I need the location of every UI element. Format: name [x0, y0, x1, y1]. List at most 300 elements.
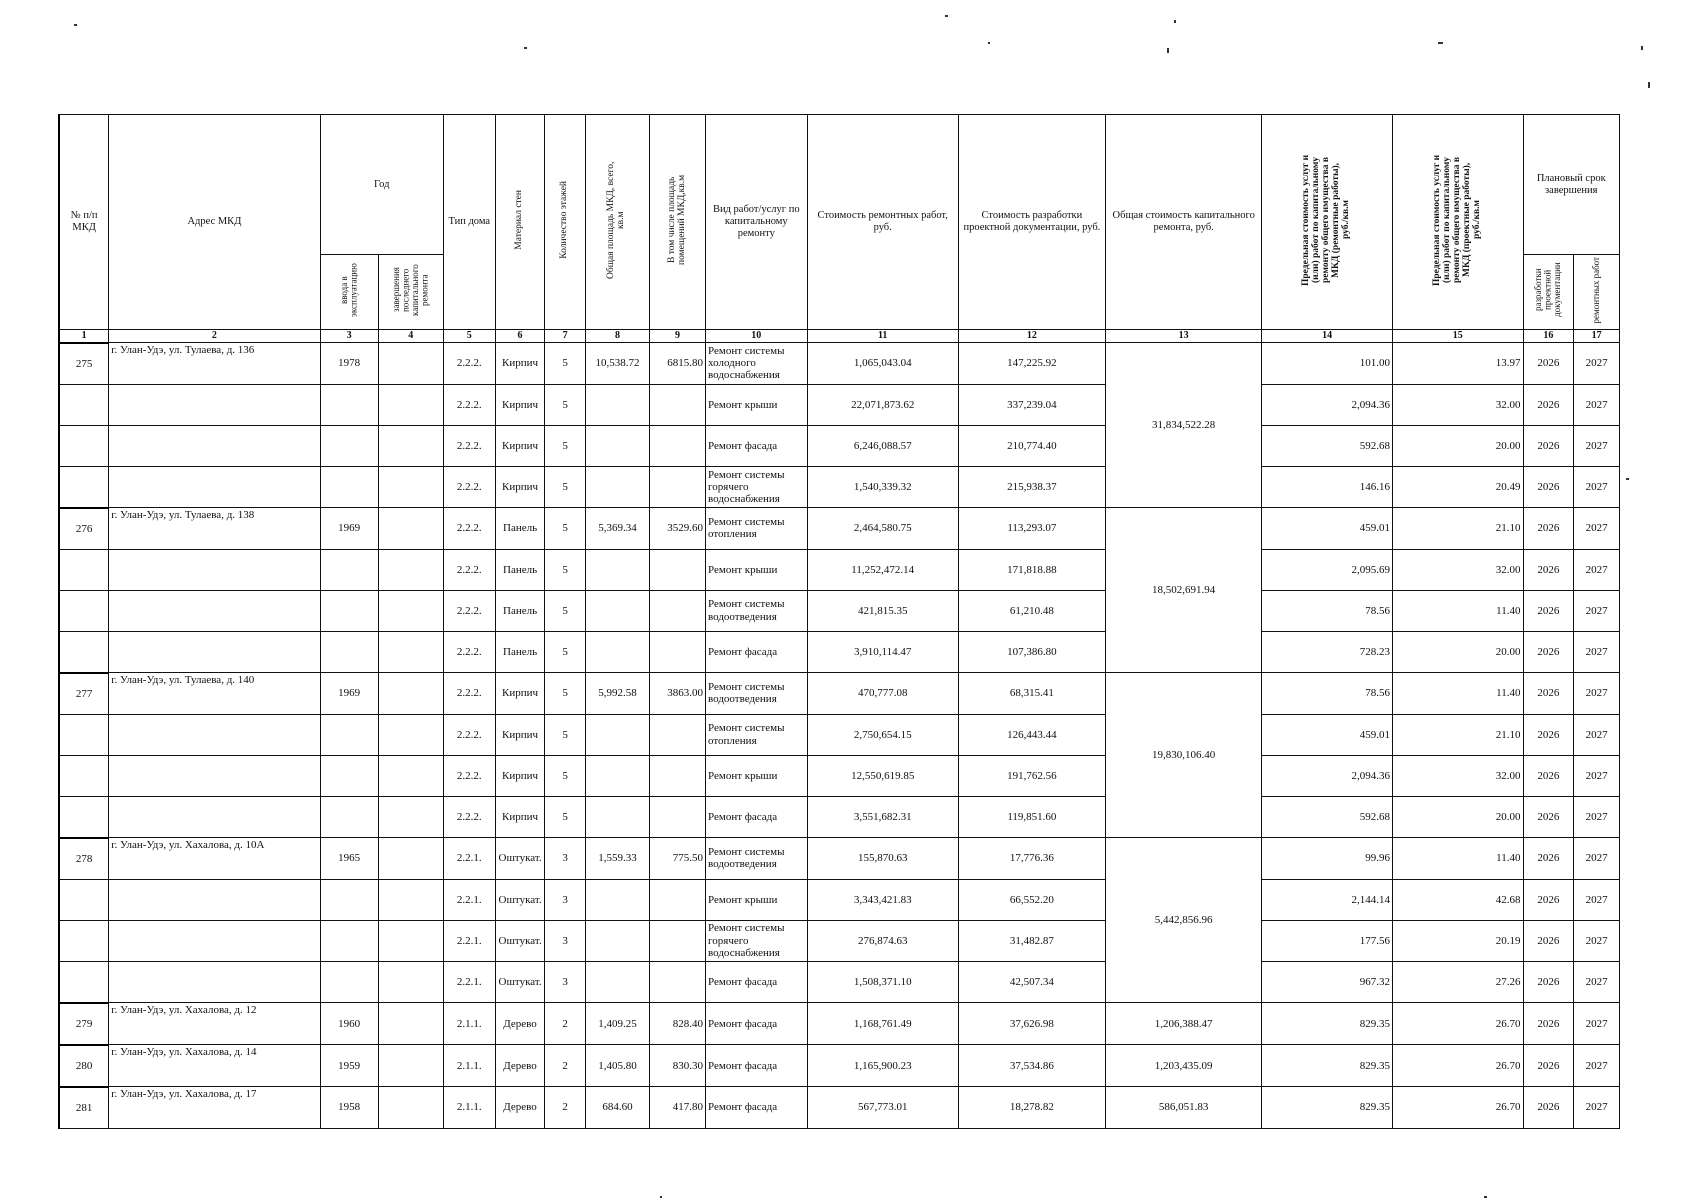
deadline-design: 2026 [1523, 466, 1574, 508]
total-area [585, 549, 649, 590]
column-number: 14 [1262, 329, 1393, 343]
deadline-design: 2026 [1523, 920, 1574, 961]
limit-repair: 829.35 [1262, 1045, 1393, 1087]
limit-repair: 2,144.14 [1262, 879, 1393, 920]
deadline-repair: 2027 [1574, 920, 1620, 961]
limit-design: 11.40 [1392, 838, 1523, 880]
repair-cost: 22,071,873.62 [807, 384, 958, 425]
deadline-repair: 2027 [1574, 1045, 1620, 1087]
limit-repair: 459.01 [1262, 508, 1393, 550]
design-cost: 107,386.80 [958, 631, 1105, 673]
deadline-repair: 2027 [1574, 631, 1620, 673]
deadline-design: 2026 [1523, 714, 1574, 755]
limit-design: 20.00 [1392, 425, 1523, 466]
total-area: 1,559.33 [585, 838, 649, 880]
deadline-design: 2026 [1523, 549, 1574, 590]
work-type: Ремонт системы водоотведения [706, 673, 808, 715]
deadline-repair: 2027 [1574, 549, 1620, 590]
header-wall-material: Материал стен [514, 190, 525, 250]
house-type: 2.2.2. [443, 714, 495, 755]
header-total-area: Общая площадь МКД, всего, кв.м [606, 161, 627, 279]
header-design-cost: Стоимость разработки проектной документации, руб. [958, 115, 1105, 330]
building-number: 279 [59, 1003, 109, 1045]
wall-material: Кирпич [495, 343, 545, 385]
building-number [59, 549, 109, 590]
total-cost: 19,830,106.40 [1105, 673, 1261, 838]
header-row-main [59, 115, 1620, 255]
repair-cost: 1,065,043.04 [807, 343, 958, 385]
work-type: Ремонт фасада [706, 631, 808, 673]
premises-area [650, 920, 706, 961]
premises-area: 775.50 [650, 838, 706, 880]
building-address: г. Улан-Удэ, ул. Хахалова, д. 12 [109, 1003, 320, 1045]
deadline-design: 2026 [1523, 590, 1574, 631]
house-type: 2.1.1. [443, 1003, 495, 1045]
total-area: 10,538.72 [585, 343, 649, 385]
premises-area [650, 549, 706, 590]
year-commission [320, 466, 378, 508]
scan-speck [74, 24, 77, 26]
floors-count: 3 [545, 961, 585, 1003]
table-row [59, 673, 1620, 715]
table-row [59, 590, 1620, 631]
year-commission [320, 920, 378, 961]
floors-count: 2 [545, 1045, 585, 1087]
design-cost: 171,818.88 [958, 549, 1105, 590]
deadline-design: 2026 [1523, 879, 1574, 920]
wall-material: Оштукат. [495, 838, 545, 880]
total-area: 1,405.80 [585, 1045, 649, 1087]
total-area [585, 590, 649, 631]
design-cost: 210,774.40 [958, 425, 1105, 466]
scan-speck [1648, 82, 1650, 88]
year-commission: 1958 [320, 1087, 378, 1129]
year-commission [320, 384, 378, 425]
work-type: Ремонт системы водоотведения [706, 838, 808, 880]
limit-repair: 2,094.36 [1262, 384, 1393, 425]
building-address [109, 714, 320, 755]
header-deadline: Плановый срок завершения [1523, 115, 1620, 255]
total-cost: 31,834,522.28 [1105, 343, 1261, 508]
deadline-design: 2026 [1523, 755, 1574, 796]
total-area [585, 796, 649, 838]
repair-cost: 1,165,900.23 [807, 1045, 958, 1087]
total-area [585, 879, 649, 920]
header-deadline-repair: ремонтных работ [1590, 256, 1601, 324]
wall-material: Кирпич [495, 755, 545, 796]
deadline-repair: 2027 [1574, 714, 1620, 755]
wall-material: Оштукат. [495, 961, 545, 1003]
header-limit-repair: Предельная стоимость услуг и (или) работ по капитальному ремонту общего имущества в МКД (ремонтные работы), руб./кв.м [1301, 154, 1352, 286]
limit-design: 20.49 [1392, 466, 1523, 508]
total-cost: 586,051.83 [1105, 1087, 1261, 1129]
table-row [59, 1003, 1620, 1045]
design-cost: 37,534.86 [958, 1045, 1105, 1087]
limit-repair: 2,095.69 [1262, 549, 1393, 590]
column-number-row [59, 329, 1620, 343]
premises-area [650, 879, 706, 920]
table-row [59, 508, 1620, 550]
work-type: Ремонт фасада [706, 961, 808, 1003]
deadline-design: 2026 [1523, 384, 1574, 425]
deadline-repair: 2027 [1574, 796, 1620, 838]
table-row [59, 1045, 1620, 1087]
deadline-design: 2026 [1523, 508, 1574, 550]
limit-design: 32.00 [1392, 384, 1523, 425]
limit-repair: 592.68 [1262, 796, 1393, 838]
building-number [59, 920, 109, 961]
header-floors: Количество этажей [559, 181, 570, 259]
limit-design: 11.40 [1392, 673, 1523, 715]
year-last-repair [378, 508, 443, 550]
work-type: Ремонт крыши [706, 549, 808, 590]
work-type: Ремонт системы водоотведения [706, 590, 808, 631]
scan-speck [1626, 478, 1629, 480]
limit-repair: 146.16 [1262, 466, 1393, 508]
limit-repair: 829.35 [1262, 1087, 1393, 1129]
total-cost: 1,206,388.47 [1105, 1003, 1261, 1045]
floors-count: 5 [545, 466, 585, 508]
design-cost: 61,210.48 [958, 590, 1105, 631]
design-cost: 119,851.60 [958, 796, 1105, 838]
deadline-design: 2026 [1523, 961, 1574, 1003]
total-area: 684.60 [585, 1087, 649, 1129]
floors-count: 3 [545, 838, 585, 880]
work-type: Ремонт системы отопления [706, 508, 808, 550]
column-number: 11 [807, 329, 958, 343]
design-cost: 18,278.82 [958, 1087, 1105, 1129]
table-row [59, 920, 1620, 961]
building-address [109, 549, 320, 590]
premises-area: 417.80 [650, 1087, 706, 1129]
column-number: 8 [585, 329, 649, 343]
floors-count: 5 [545, 755, 585, 796]
repair-cost: 3,551,682.31 [807, 796, 958, 838]
column-number: 5 [443, 329, 495, 343]
building-address [109, 466, 320, 508]
work-type: Ремонт фасада [706, 1045, 808, 1087]
limit-design: 20.00 [1392, 796, 1523, 838]
repair-cost: 155,870.63 [807, 838, 958, 880]
year-commission [320, 714, 378, 755]
floors-count: 5 [545, 590, 585, 631]
building-address: г. Улан-Удэ, ул. Хахалова, д. 10А [109, 838, 320, 880]
work-type: Ремонт крыши [706, 879, 808, 920]
year-last-repair [378, 590, 443, 631]
house-type: 2.2.2. [443, 796, 495, 838]
column-number: 13 [1105, 329, 1261, 343]
year-last-repair [378, 879, 443, 920]
header-house-type: Тип дома [443, 115, 495, 330]
year-last-repair [378, 1003, 443, 1045]
year-last-repair [378, 838, 443, 880]
building-number [59, 714, 109, 755]
year-last-repair [378, 466, 443, 508]
table-row [59, 549, 1620, 590]
year-last-repair [378, 425, 443, 466]
floors-count: 2 [545, 1087, 585, 1129]
deadline-repair: 2027 [1574, 466, 1620, 508]
house-type: 2.1.1. [443, 1045, 495, 1087]
house-type: 2.2.2. [443, 673, 495, 715]
header-premises-area: В том числе площадь помещений МКД,кв.м [666, 174, 687, 266]
repair-cost: 3,343,421.83 [807, 879, 958, 920]
premises-area: 828.40 [650, 1003, 706, 1045]
header-year-commission: ввода в эксплуатацию [338, 263, 359, 317]
house-type: 2.2.2. [443, 755, 495, 796]
year-last-repair [378, 714, 443, 755]
year-last-repair [378, 1045, 443, 1087]
repair-cost: 1,168,761.49 [807, 1003, 958, 1045]
premises-area: 3863.00 [650, 673, 706, 715]
house-type: 2.2.2. [443, 590, 495, 631]
total-area [585, 384, 649, 425]
header-num: № п/п МКД [59, 115, 109, 330]
repair-cost: 2,750,654.15 [807, 714, 958, 755]
floors-count: 3 [545, 920, 585, 961]
scan-speck [660, 1196, 662, 1198]
total-area [585, 755, 649, 796]
building-number [59, 879, 109, 920]
house-type: 2.2.1. [443, 961, 495, 1003]
column-number: 16 [1523, 329, 1574, 343]
year-commission [320, 549, 378, 590]
house-type: 2.2.2. [443, 425, 495, 466]
wall-material: Кирпич [495, 425, 545, 466]
column-number: 17 [1574, 329, 1620, 343]
design-cost: 37,626.98 [958, 1003, 1105, 1045]
year-commission: 1959 [320, 1045, 378, 1087]
wall-material: Кирпич [495, 714, 545, 755]
scan-speck [1167, 48, 1169, 53]
deadline-repair: 2027 [1574, 879, 1620, 920]
year-commission: 1965 [320, 838, 378, 880]
deadline-design: 2026 [1523, 796, 1574, 838]
deadline-repair: 2027 [1574, 343, 1620, 385]
premises-area [650, 796, 706, 838]
design-cost: 337,239.04 [958, 384, 1105, 425]
year-last-repair [378, 673, 443, 715]
column-number: 9 [650, 329, 706, 343]
wall-material: Дерево [495, 1087, 545, 1129]
limit-design: 26.70 [1392, 1003, 1523, 1045]
repair-cost: 6,246,088.57 [807, 425, 958, 466]
total-cost: 5,442,856.96 [1105, 838, 1261, 1003]
building-number [59, 466, 109, 508]
work-type: Ремонт системы холодного водоснабжения [706, 343, 808, 385]
wall-material: Панель [495, 631, 545, 673]
year-commission [320, 755, 378, 796]
building-address [109, 631, 320, 673]
total-area [585, 714, 649, 755]
floors-count: 5 [545, 673, 585, 715]
limit-design: 26.70 [1392, 1087, 1523, 1129]
limit-repair: 459.01 [1262, 714, 1393, 755]
building-address [109, 384, 320, 425]
floors-count: 2 [545, 1003, 585, 1045]
design-cost: 113,293.07 [958, 508, 1105, 550]
table-row [59, 796, 1620, 838]
building-address [109, 796, 320, 838]
scan-speck [1641, 46, 1643, 50]
year-commission [320, 425, 378, 466]
building-address [109, 879, 320, 920]
deadline-design: 2026 [1523, 425, 1574, 466]
building-number: 277 [59, 673, 109, 715]
total-area [585, 631, 649, 673]
building-number [59, 590, 109, 631]
building-address: г. Улан-Удэ, ул. Тулаева, д. 140 [109, 673, 320, 715]
table-row [59, 343, 1620, 385]
table-body [59, 343, 1620, 1129]
year-commission: 1969 [320, 673, 378, 715]
floors-count: 5 [545, 508, 585, 550]
table-row [59, 425, 1620, 466]
floors-count: 5 [545, 549, 585, 590]
repair-cost: 12,550,619.85 [807, 755, 958, 796]
work-type: Ремонт крыши [706, 755, 808, 796]
year-last-repair [378, 796, 443, 838]
building-number: 275 [59, 343, 109, 385]
deadline-repair: 2027 [1574, 508, 1620, 550]
year-commission [320, 590, 378, 631]
table-row [59, 466, 1620, 508]
deadline-repair: 2027 [1574, 838, 1620, 880]
premises-area [650, 631, 706, 673]
year-last-repair [378, 961, 443, 1003]
deadline-design: 2026 [1523, 1045, 1574, 1087]
repair-cost: 470,777.08 [807, 673, 958, 715]
premises-area: 6815.80 [650, 343, 706, 385]
year-last-repair [378, 631, 443, 673]
work-type: Ремонт фасада [706, 796, 808, 838]
header-deadline-design: разработки проектной документации [1533, 262, 1563, 318]
building-number: 280 [59, 1045, 109, 1087]
column-number: 7 [545, 329, 585, 343]
building-address [109, 961, 320, 1003]
limit-repair: 99.96 [1262, 838, 1393, 880]
wall-material: Дерево [495, 1045, 545, 1087]
scan-speck [1484, 1196, 1487, 1198]
limit-design: 32.00 [1392, 755, 1523, 796]
year-commission [320, 631, 378, 673]
premises-area [650, 714, 706, 755]
wall-material: Кирпич [495, 796, 545, 838]
repair-cost: 276,874.63 [807, 920, 958, 961]
deadline-repair: 2027 [1574, 425, 1620, 466]
table-row [59, 961, 1620, 1003]
building-address [109, 755, 320, 796]
deadline-design: 2026 [1523, 1003, 1574, 1045]
deadline-design: 2026 [1523, 1087, 1574, 1129]
wall-material: Панель [495, 549, 545, 590]
building-address: г. Улан-Удэ, ул. Хахалова, д. 17 [109, 1087, 320, 1129]
column-number: 3 [320, 329, 378, 343]
deadline-repair: 2027 [1574, 384, 1620, 425]
wall-material: Панель [495, 508, 545, 550]
house-type: 2.2.2. [443, 466, 495, 508]
premises-area [650, 755, 706, 796]
deadline-design: 2026 [1523, 631, 1574, 673]
table-row [59, 879, 1620, 920]
header-limit-design: Предельная стоимость услуг и (или) работ по капитальному ремонту общего имущества в МКД (проектные работы), руб./кв.м [1431, 154, 1482, 286]
repair-cost: 3,910,114.47 [807, 631, 958, 673]
header-total-cost: Общая стоимость капитального ремонта, руб. [1105, 115, 1261, 330]
deadline-design: 2026 [1523, 343, 1574, 385]
wall-material: Кирпич [495, 466, 545, 508]
repair-cost: 2,464,580.75 [807, 508, 958, 550]
house-type: 2.2.2. [443, 508, 495, 550]
building-number [59, 425, 109, 466]
header-repair-cost: Стоимость ремонтных работ, руб. [807, 115, 958, 330]
limit-repair: 177.56 [1262, 920, 1393, 961]
repair-cost: 421,815.35 [807, 590, 958, 631]
design-cost: 191,762.56 [958, 755, 1105, 796]
wall-material: Оштукат. [495, 879, 545, 920]
building-number: 281 [59, 1087, 109, 1129]
total-area: 1,409.25 [585, 1003, 649, 1045]
premises-area: 830.30 [650, 1045, 706, 1087]
design-cost: 31,482.87 [958, 920, 1105, 961]
total-cost: 18,502,691.94 [1105, 508, 1261, 673]
header-year-last-repair: завершения последнего капитального ремонта [390, 264, 430, 316]
house-type: 2.2.2. [443, 549, 495, 590]
building-address [109, 590, 320, 631]
design-cost: 66,552.20 [958, 879, 1105, 920]
work-type: Ремонт фасада [706, 1003, 808, 1045]
table-row [59, 838, 1620, 880]
repair-cost: 1,540,339.32 [807, 466, 958, 508]
design-cost: 42,507.34 [958, 961, 1105, 1003]
limit-design: 20.00 [1392, 631, 1523, 673]
work-type: Ремонт фасада [706, 1087, 808, 1129]
year-commission [320, 961, 378, 1003]
limit-design: 20.19 [1392, 920, 1523, 961]
scan-speck [988, 42, 990, 44]
total-area: 5,992.58 [585, 673, 649, 715]
building-number: 276 [59, 508, 109, 550]
column-number: 1 [59, 329, 109, 343]
limit-repair: 728.23 [1262, 631, 1393, 673]
scan-speck [524, 47, 527, 49]
header-year: Год [320, 115, 443, 255]
building-address: г. Улан-Удэ, ул. Тулаева, д. 136 [109, 343, 320, 385]
premises-area [650, 384, 706, 425]
house-type: 2.2.2. [443, 631, 495, 673]
building-address [109, 425, 320, 466]
year-commission: 1978 [320, 343, 378, 385]
work-type: Ремонт фасада [706, 425, 808, 466]
year-commission: 1969 [320, 508, 378, 550]
scan-speck [1174, 20, 1176, 23]
year-last-repair [378, 1087, 443, 1129]
limit-repair: 78.56 [1262, 590, 1393, 631]
wall-material: Панель [495, 590, 545, 631]
deadline-repair: 2027 [1574, 1003, 1620, 1045]
limit-design: 21.10 [1392, 714, 1523, 755]
wall-material: Дерево [495, 1003, 545, 1045]
year-commission [320, 796, 378, 838]
year-last-repair [378, 549, 443, 590]
design-cost: 126,443.44 [958, 714, 1105, 755]
year-last-repair [378, 755, 443, 796]
building-address: г. Улан-Удэ, ул. Тулаева, д. 138 [109, 508, 320, 550]
floors-count: 5 [545, 384, 585, 425]
year-last-repair [378, 343, 443, 385]
table-row [59, 1087, 1620, 1129]
house-type: 2.2.2. [443, 343, 495, 385]
limit-repair: 2,094.36 [1262, 755, 1393, 796]
